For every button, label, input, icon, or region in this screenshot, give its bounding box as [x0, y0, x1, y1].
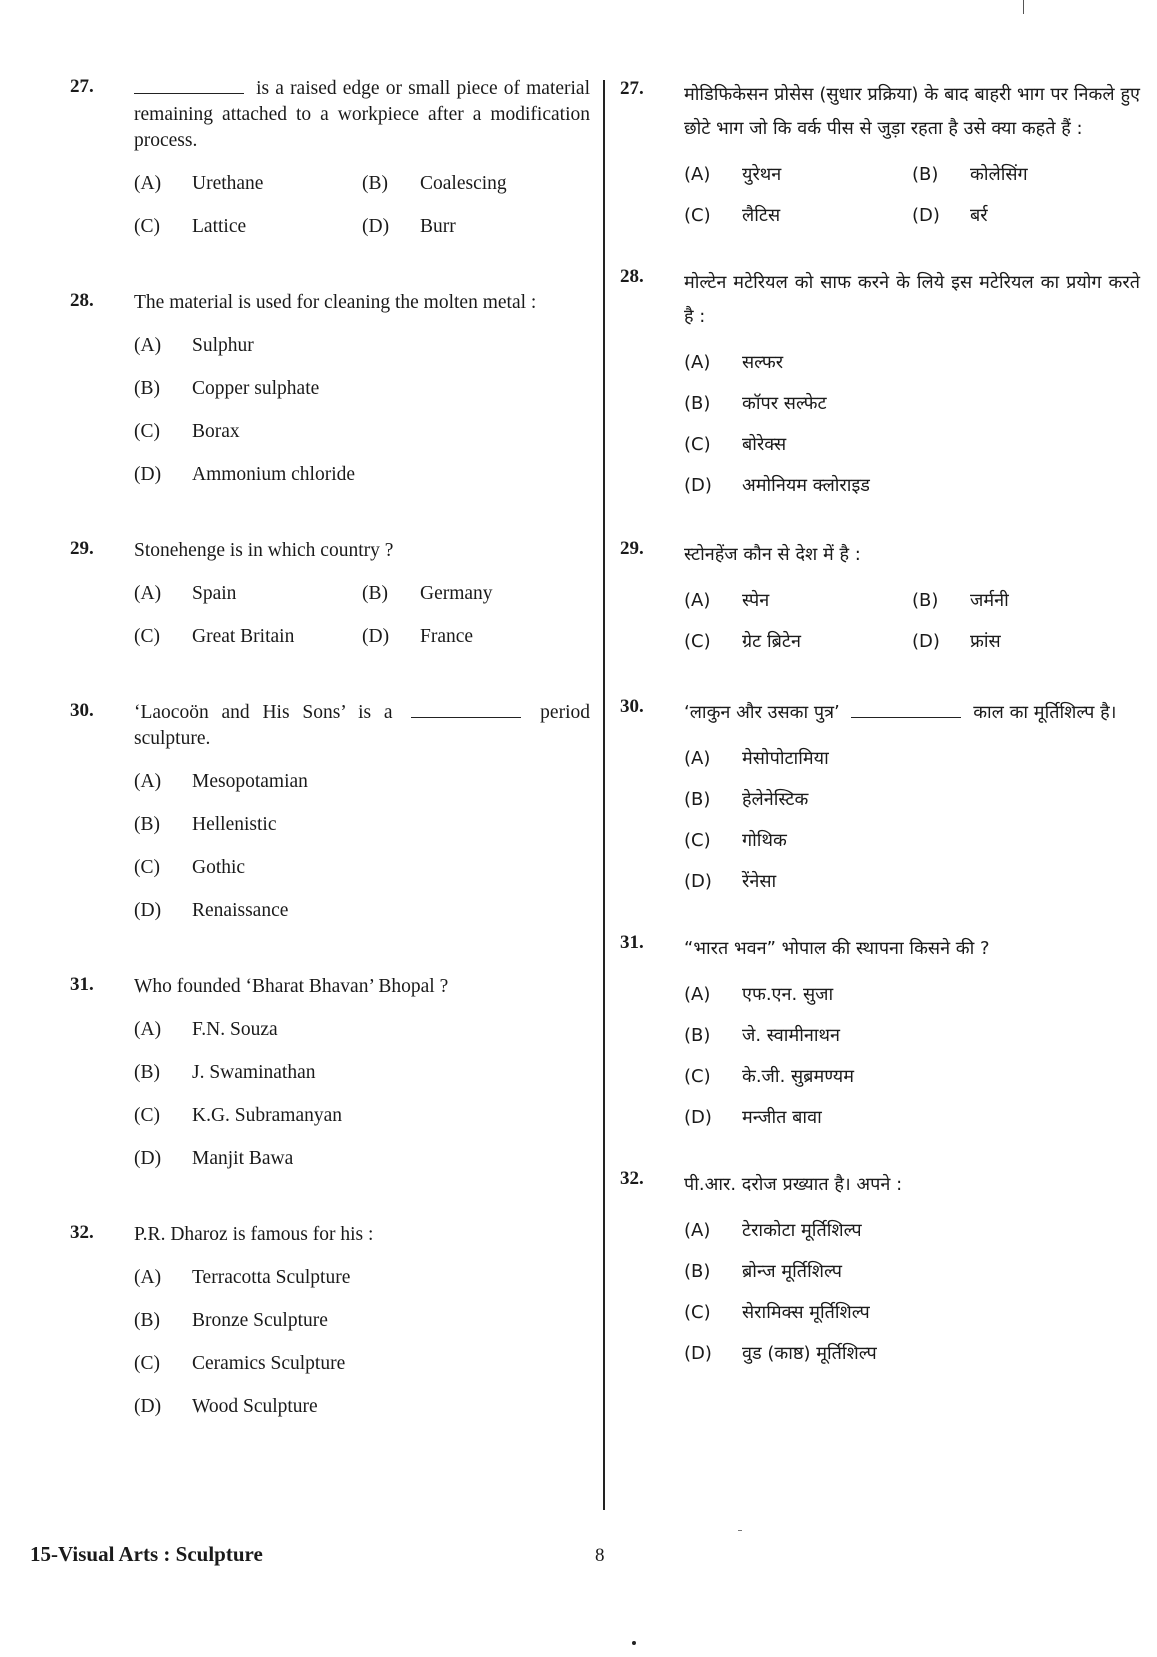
- fill-in-blank: [411, 703, 521, 718]
- option-label: (B): [912, 589, 939, 611]
- question-number: 27.: [620, 78, 644, 99]
- options-block: [684, 154, 1140, 236]
- option-text: मन्जीत बावा: [742, 1106, 822, 1128]
- option-label: (B): [134, 1309, 160, 1331]
- option-text: Gothic: [192, 856, 246, 878]
- option-label: (A): [684, 1219, 711, 1241]
- option-label: (C): [134, 215, 160, 237]
- option-label: (C): [684, 433, 711, 455]
- option-text: Borax: [192, 420, 240, 442]
- option-item: [134, 1299, 590, 1342]
- question-text-after-blank: is a raised edge or small piece of material remaining attached to a workpiece after a modification process.: [134, 78, 590, 151]
- option-row: [134, 615, 590, 658]
- option-text: France: [420, 625, 474, 647]
- question-text: P.R. Dharoz is famous for his :: [134, 1224, 374, 1245]
- option-text: हेलेनेस्टिक: [742, 788, 809, 810]
- option-text: वुड (काष्ठ) मूर्तिशिल्प: [742, 1342, 877, 1364]
- option-item: [684, 1251, 1140, 1292]
- question-text: “भारत भवन” भोपाल की स्थापना किसने की ?: [684, 938, 990, 959]
- options-block: [684, 342, 1140, 506]
- option-label: (A): [134, 770, 162, 792]
- question-number: 28.: [70, 290, 94, 311]
- option-label: (D): [684, 474, 712, 496]
- option-text: कॉपर सल्फेट: [742, 392, 827, 414]
- column-divider: [603, 80, 605, 1510]
- question-english: [70, 290, 590, 496]
- option-item: [134, 889, 590, 932]
- question-number: 29.: [70, 538, 94, 559]
- option-item: [134, 367, 590, 410]
- question-number: 28.: [620, 266, 644, 287]
- option-label: (B): [134, 813, 160, 835]
- option-text: के.जी. सुब्रमण्यम: [742, 1065, 854, 1087]
- option-label: (A): [684, 747, 711, 769]
- page-number: 8: [595, 1545, 605, 1566]
- option-item: [684, 779, 1140, 820]
- option-item: [684, 974, 1140, 1015]
- option-item: [684, 465, 1140, 506]
- question-text: Who founded ‘Bharat Bhavan’ Bhopal ?: [134, 976, 449, 997]
- option-label: (A): [134, 1018, 162, 1040]
- question-number: 30.: [620, 696, 644, 717]
- option-item: [684, 1292, 1140, 1333]
- option-item: [134, 410, 590, 453]
- option-label: (D): [134, 1395, 162, 1417]
- options-block: [684, 738, 1140, 902]
- option-item: [134, 846, 590, 889]
- option-item: [684, 383, 1140, 424]
- question-number: 31.: [70, 974, 94, 995]
- option-text: F.N. Souza: [192, 1018, 278, 1040]
- option-row: [134, 205, 590, 248]
- option-label: (D): [362, 215, 390, 237]
- option-text: बर्र: [970, 204, 988, 226]
- question-number: 30.: [70, 700, 94, 721]
- option-text: सल्फर: [742, 351, 784, 373]
- question-text: [684, 696, 1140, 730]
- option-text: Lattice: [192, 215, 247, 237]
- option-item: [684, 1097, 1140, 1138]
- question-number: 32.: [620, 1168, 644, 1189]
- option-text: टेराकोटा मूर्तिशिल्प: [742, 1219, 862, 1241]
- option-text: Copper sulphate: [192, 377, 320, 399]
- option-label: (C): [684, 1301, 711, 1323]
- option-item: [362, 583, 590, 605]
- option-item: [362, 216, 590, 238]
- option-label: (C): [684, 829, 711, 851]
- question-english: [70, 538, 590, 658]
- option-text: अमोनियम क्लोराइड: [742, 474, 870, 496]
- options-block: [134, 324, 590, 496]
- option-item: [912, 625, 1140, 659]
- option-item: [134, 453, 590, 496]
- option-label: (D): [684, 870, 712, 892]
- question-text-after-blank: period sculpture.: [134, 702, 590, 749]
- option-label: (A): [684, 589, 711, 611]
- question-text-before-blank: ‘लाकुन और उसका पुत्र’: [684, 702, 846, 723]
- question-english: [70, 76, 590, 248]
- option-item: [684, 625, 912, 659]
- option-label: (B): [362, 582, 388, 604]
- question-number: 27.: [70, 76, 94, 97]
- option-label: (A): [134, 1266, 162, 1288]
- option-text: ब्रोन्ज मूर्तिशिल्प: [742, 1260, 842, 1282]
- option-item: [134, 803, 590, 846]
- option-label: (B): [684, 1024, 711, 1046]
- question-number: 29.: [620, 538, 644, 559]
- option-item: [134, 1051, 590, 1094]
- question-hindi: [620, 78, 1140, 236]
- option-label: (B): [134, 377, 160, 399]
- option-text: जर्मनी: [970, 589, 1009, 611]
- option-text: Renaissance: [192, 899, 289, 921]
- option-label: (A): [134, 334, 162, 356]
- option-label: (B): [362, 172, 388, 194]
- option-label: (B): [912, 163, 939, 185]
- option-label: (D): [134, 899, 162, 921]
- option-label: (C): [684, 1065, 711, 1087]
- option-item: [684, 199, 912, 233]
- question-text: Stonehenge is in which country ?: [134, 540, 394, 561]
- option-text: Wood Sculpture: [192, 1395, 318, 1417]
- question-hindi: [620, 538, 1140, 662]
- option-item: [684, 1015, 1140, 1056]
- option-label: (D): [912, 204, 940, 226]
- question-hindi: [620, 1168, 1140, 1374]
- question-text: मोडिफिकेसन प्रोसेस (सुधार प्रक्रिया) के बाद बाहरी भाग पर निकले हुए छोटे भाग जो कि वर्क पीस से जुड़ा रहता है उसे क्या कहते हैं :: [684, 84, 1140, 139]
- option-item: [134, 1256, 590, 1299]
- options-block: [134, 162, 590, 248]
- option-item: [684, 1333, 1140, 1374]
- option-item: [134, 1342, 590, 1385]
- option-row: [684, 580, 1140, 621]
- option-row: [134, 572, 590, 615]
- option-text: एफ.एन. सुजा: [742, 983, 834, 1005]
- fill-in-blank: [134, 79, 244, 94]
- option-label: (D): [362, 625, 390, 647]
- option-text: बोरेक्स: [742, 433, 787, 455]
- option-row: [134, 162, 590, 205]
- option-item: [134, 216, 362, 238]
- option-text: K.G. Subramanyan: [192, 1104, 343, 1126]
- option-text: सेरामिक्स मूर्तिशिल्प: [742, 1301, 870, 1323]
- option-label: (B): [684, 788, 711, 810]
- option-label: (D): [684, 1342, 712, 1364]
- question-english: [70, 974, 590, 1180]
- option-label: (C): [134, 1104, 160, 1126]
- option-label: (A): [684, 351, 711, 373]
- option-label: (A): [134, 172, 162, 194]
- option-item: [134, 583, 362, 605]
- option-item: [362, 626, 590, 648]
- option-row: [684, 621, 1140, 662]
- option-label: (B): [684, 1260, 711, 1282]
- option-text: Sulphur: [192, 334, 254, 356]
- option-item: [912, 158, 1140, 192]
- option-text: ग्रेट ब्रिटेन: [742, 630, 801, 652]
- option-item: [134, 626, 362, 648]
- option-item: [684, 424, 1140, 465]
- option-text: Germany: [420, 582, 493, 604]
- option-text: गोथिक: [742, 829, 787, 851]
- option-item: [134, 173, 362, 195]
- option-text: स्पेन: [742, 589, 770, 611]
- option-item: [684, 1056, 1140, 1097]
- question-hindi: [620, 696, 1140, 902]
- footer-subject-title: 15-Visual Arts : Sculpture: [30, 1542, 263, 1566]
- question-text: The material is used for cleaning the molten metal :: [134, 292, 537, 313]
- option-item: [684, 738, 1140, 779]
- options-block: [134, 1256, 590, 1428]
- option-text: लैटिस: [742, 204, 781, 226]
- question-english: [70, 1222, 590, 1428]
- option-label: (C): [134, 625, 160, 647]
- options-block: [684, 580, 1140, 662]
- option-label: (D): [134, 1147, 162, 1169]
- option-text: Mesopotamian: [192, 770, 308, 792]
- option-text: Urethane: [192, 172, 264, 194]
- question-hindi: [620, 266, 1140, 506]
- option-text: कोलेसिंग: [970, 163, 1028, 185]
- option-text: रेंनेसा: [742, 870, 777, 892]
- option-text: Burr: [420, 215, 456, 237]
- option-label: (C): [134, 1352, 160, 1374]
- english-column: [70, 76, 590, 1428]
- corner-tick: [1023, 0, 1024, 14]
- option-text: Bronze Sculpture: [192, 1309, 328, 1331]
- hindi-column: [620, 78, 1140, 1374]
- option-text: Hellenistic: [192, 813, 277, 835]
- option-item: [684, 158, 912, 192]
- option-label: (A): [684, 983, 711, 1005]
- option-item: [134, 1094, 590, 1137]
- question-text-before-blank: ‘Laocoön and His Sons’ is a: [134, 702, 406, 723]
- option-label: (B): [134, 1061, 160, 1083]
- option-label: (A): [684, 163, 711, 185]
- options-block: [134, 1008, 590, 1180]
- question-text: पी.आर. दरोज प्रख्यात है। अपने :: [684, 1174, 903, 1195]
- question-text-after-blank: काल का मूर्तिशिल्प है।: [967, 702, 1117, 723]
- question-text: मोल्टेन मटेरियल को साफ करने के लिये इस मटेरियल का प्रयोग करते है :: [684, 272, 1140, 327]
- option-text: फ्रांस: [970, 630, 1001, 652]
- option-text: युरेथन: [742, 163, 782, 185]
- option-item: [684, 861, 1140, 902]
- question-text: स्टोनहेंज कौन से देश में है :: [684, 544, 861, 565]
- question-text: [134, 700, 590, 752]
- option-text: Coalescing: [420, 172, 507, 194]
- option-item: [134, 1008, 590, 1051]
- options-block: [684, 1210, 1140, 1374]
- option-text: Manjit Bawa: [192, 1147, 294, 1169]
- stray-dot: [632, 1641, 636, 1645]
- option-row: [684, 195, 1140, 236]
- question-text: [134, 76, 590, 154]
- question-hindi: [620, 932, 1140, 1138]
- option-text: Ammonium chloride: [192, 463, 356, 485]
- option-text: Terracotta Sculpture: [192, 1266, 351, 1288]
- option-label: (C): [684, 204, 711, 226]
- option-item: [912, 199, 1140, 233]
- option-text: Ceramics Sculpture: [192, 1352, 346, 1374]
- options-block: [684, 974, 1140, 1138]
- question-english: [70, 700, 590, 932]
- option-label: (C): [134, 856, 160, 878]
- option-item: [134, 324, 590, 367]
- options-block: [134, 572, 590, 658]
- option-label: (C): [684, 630, 711, 652]
- stray-mark: [738, 1530, 742, 1531]
- option-item: [684, 820, 1140, 861]
- option-item: [912, 584, 1140, 618]
- option-row: [684, 154, 1140, 195]
- option-item: [134, 1385, 590, 1428]
- fill-in-blank: [851, 703, 961, 718]
- option-label: (D): [912, 630, 940, 652]
- option-item: [362, 173, 590, 195]
- question-number: 31.: [620, 932, 644, 953]
- option-item: [134, 1137, 590, 1180]
- options-block: [134, 760, 590, 932]
- question-number: 32.: [70, 1222, 94, 1243]
- option-text: Spain: [192, 582, 237, 604]
- option-text: मेसोपोटामिया: [742, 747, 829, 769]
- option-text: Great Britain: [192, 625, 295, 647]
- option-text: जे. स्वामीनाथन: [742, 1024, 841, 1046]
- option-label: (D): [134, 463, 162, 485]
- option-label: (A): [134, 582, 162, 604]
- option-item: [684, 584, 912, 618]
- option-label: (D): [684, 1106, 712, 1128]
- option-item: [684, 1210, 1140, 1251]
- option-text: J. Swaminathan: [192, 1061, 316, 1083]
- option-label: (C): [134, 420, 160, 442]
- option-item: [684, 342, 1140, 383]
- option-item: [134, 760, 590, 803]
- option-label: (B): [684, 392, 711, 414]
